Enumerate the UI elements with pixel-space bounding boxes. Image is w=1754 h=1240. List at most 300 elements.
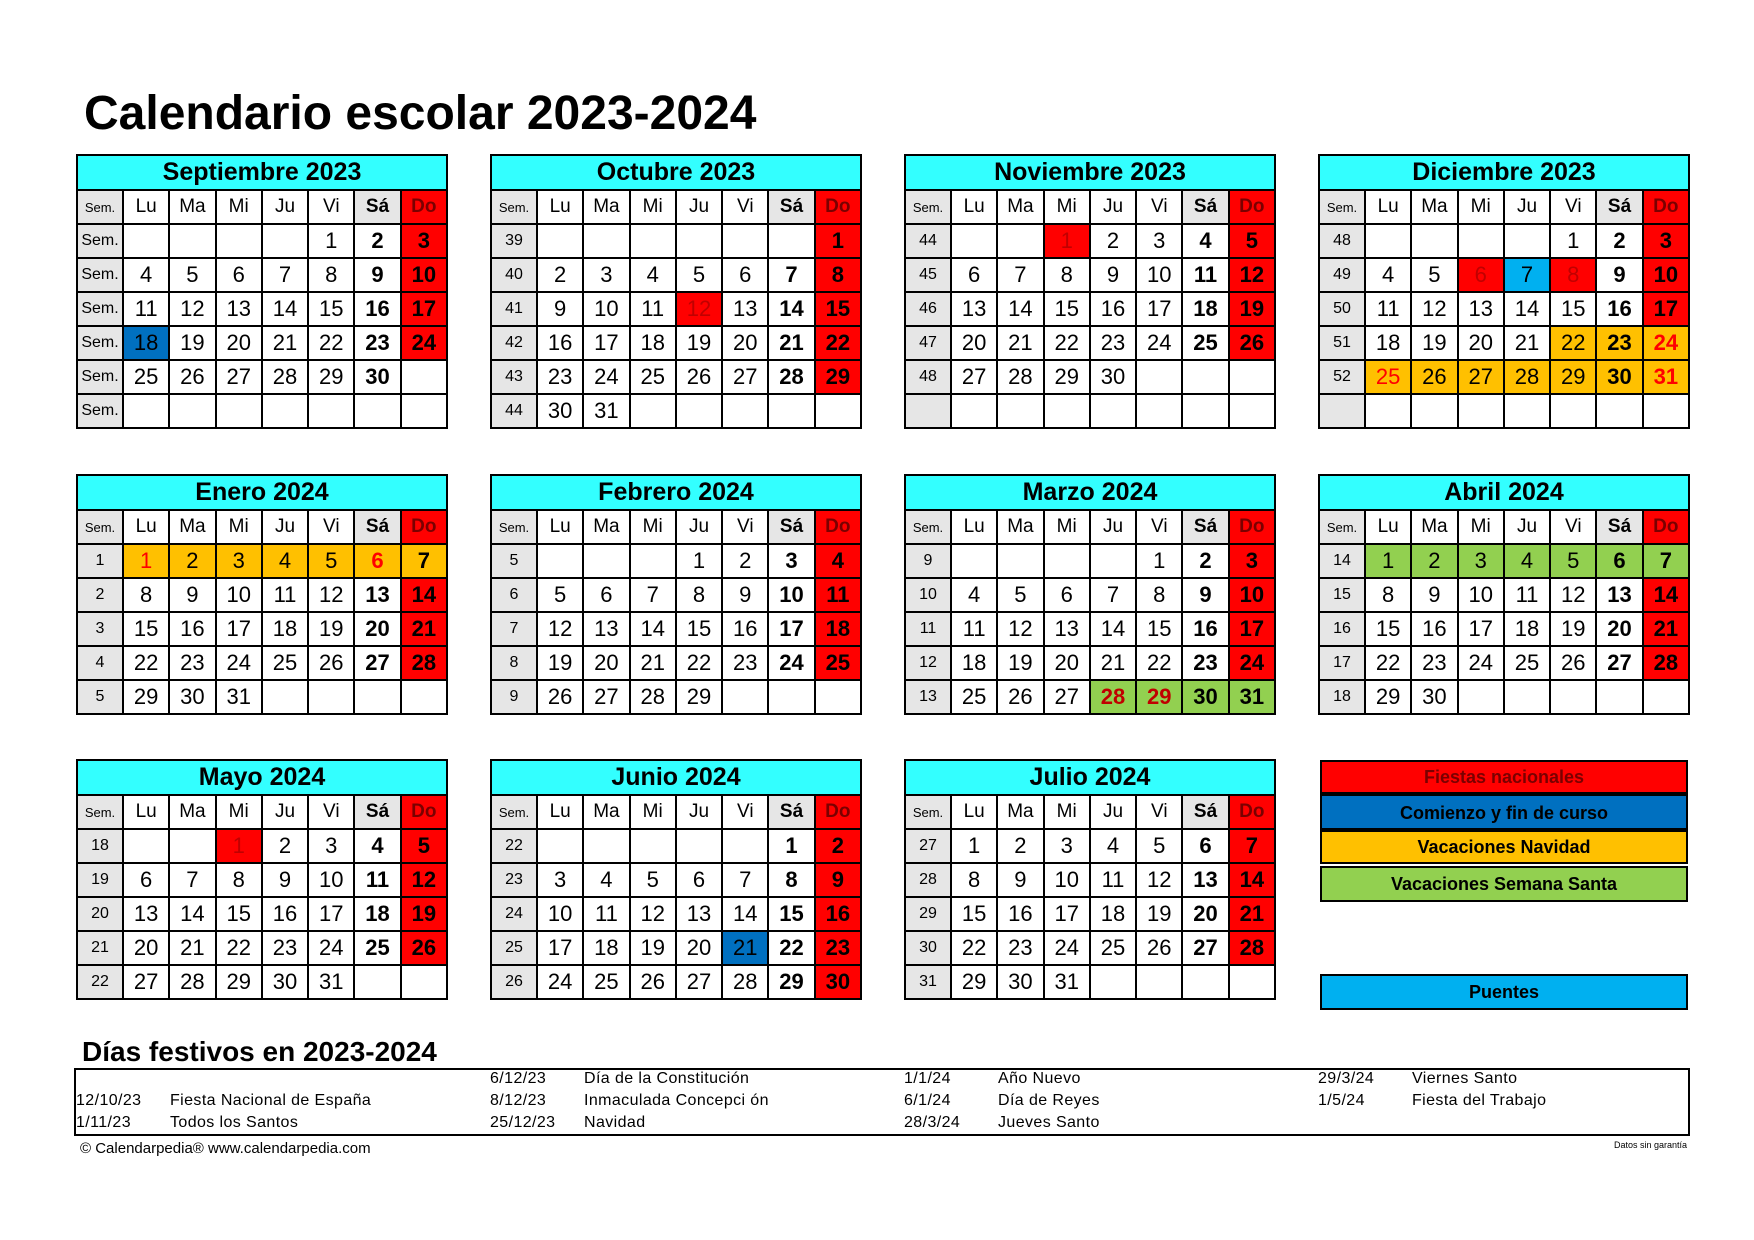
- day-cell: 25: [630, 360, 676, 394]
- day-cell: 23: [722, 646, 768, 680]
- week-number: 24: [491, 897, 537, 931]
- day-cell: [1458, 224, 1504, 258]
- day-cell: [1458, 680, 1504, 714]
- day-cell: [722, 829, 768, 863]
- day-cell: [537, 224, 583, 258]
- day-cell: 29: [951, 965, 997, 999]
- day-cell: 9: [354, 258, 400, 292]
- day-cell: 26: [1229, 326, 1275, 360]
- day-cell: 16: [997, 897, 1043, 931]
- day-header: Mi: [216, 795, 262, 829]
- day-cell: 19: [537, 646, 583, 680]
- day-cell: 11: [1365, 292, 1411, 326]
- day-cell: 24: [1136, 326, 1182, 360]
- day-cell: 27: [1182, 931, 1228, 965]
- holiday-entry: [1318, 1092, 1546, 1110]
- holiday-name: Todos los Santos: [170, 1114, 299, 1131]
- day-cell: 1: [768, 829, 814, 863]
- day-cell: 19: [169, 326, 215, 360]
- day-cell: 26: [401, 931, 447, 965]
- day-header: Ma: [1411, 510, 1457, 544]
- day-cell: 14: [997, 292, 1043, 326]
- day-cell: 20: [1596, 612, 1642, 646]
- holiday-entry: [76, 1114, 298, 1132]
- day-cell: 13: [1458, 292, 1504, 326]
- day-header: Lu: [537, 510, 583, 544]
- week-number: 11: [905, 612, 951, 646]
- day-cell: 5: [1550, 544, 1596, 578]
- day-cell: 27: [216, 360, 262, 394]
- holiday-name: Viernes Santo: [1412, 1070, 1518, 1087]
- day-header: Sá: [1596, 510, 1642, 544]
- day-cell: 21: [1504, 326, 1550, 360]
- holiday-date: 25/12/23: [490, 1114, 556, 1131]
- day-cell: 1: [676, 544, 722, 578]
- day-cell: 15: [123, 612, 169, 646]
- week-number: 22: [491, 829, 537, 863]
- holiday-name: Fiesta Nacional de España: [170, 1092, 372, 1109]
- day-cell: 2: [1596, 224, 1642, 258]
- day-cell: 19: [1229, 292, 1275, 326]
- week-number: 4: [77, 646, 123, 680]
- day-cell: 13: [1596, 578, 1642, 612]
- day-cell: 22: [1550, 326, 1596, 360]
- day-cell: 30: [1411, 680, 1457, 714]
- month-name: Julio 2024: [905, 760, 1275, 795]
- week-number: 1: [77, 544, 123, 578]
- day-cell: [1643, 680, 1689, 714]
- day-cell: 3: [1136, 224, 1182, 258]
- day-cell: 25: [1182, 326, 1228, 360]
- month-calendar: [76, 474, 448, 715]
- day-header: Ju: [676, 795, 722, 829]
- day-cell: 24: [308, 931, 354, 965]
- holiday-date: 8/12/23: [490, 1092, 547, 1109]
- day-cell: [1596, 394, 1642, 428]
- day-cell: 22: [308, 326, 354, 360]
- day-cell: 12: [630, 897, 676, 931]
- week-number: 50: [1319, 292, 1365, 326]
- day-cell: 16: [815, 897, 861, 931]
- day-cell: [1136, 394, 1182, 428]
- month-name: Enero 2024: [77, 475, 447, 510]
- day-cell: 4: [815, 544, 861, 578]
- day-cell: 20: [951, 326, 997, 360]
- day-cell: 15: [1550, 292, 1596, 326]
- day-cell: 28: [630, 680, 676, 714]
- week-number: 13: [905, 680, 951, 714]
- day-cell: [997, 224, 1043, 258]
- week-header: Sem.: [77, 795, 123, 829]
- day-cell: 26: [169, 360, 215, 394]
- week-number: [905, 394, 951, 428]
- day-cell: 24: [216, 646, 262, 680]
- day-cell: [169, 394, 215, 428]
- day-cell: 27: [1458, 360, 1504, 394]
- day-cell: [537, 829, 583, 863]
- day-header: Vi: [308, 510, 354, 544]
- day-cell: 4: [354, 829, 400, 863]
- holiday-entry: [490, 1114, 646, 1132]
- week-number: Sem.: [77, 326, 123, 360]
- day-cell: 17: [768, 612, 814, 646]
- day-cell: 28: [262, 360, 308, 394]
- holiday-date: 1/5/24: [1318, 1092, 1365, 1109]
- day-cell: 15: [676, 612, 722, 646]
- holiday-entry: [76, 1092, 371, 1110]
- day-cell: 20: [354, 612, 400, 646]
- day-cell: 31: [1229, 680, 1275, 714]
- day-cell: 8: [951, 863, 997, 897]
- day-cell: 6: [1458, 258, 1504, 292]
- day-cell: 6: [216, 258, 262, 292]
- day-header: Ma: [169, 795, 215, 829]
- week-number: 6: [491, 578, 537, 612]
- holiday-name: Día de la Constitución: [584, 1070, 750, 1087]
- day-cell: 29: [1044, 360, 1090, 394]
- day-cell: 26: [1411, 360, 1457, 394]
- day-header: Sá: [354, 795, 400, 829]
- day-cell: 22: [1365, 646, 1411, 680]
- month-name: Marzo 2024: [905, 475, 1275, 510]
- holiday-entry: [490, 1070, 749, 1088]
- day-cell: 30: [815, 965, 861, 999]
- day-cell: [1550, 680, 1596, 714]
- day-cell: 19: [1136, 897, 1182, 931]
- day-cell: 16: [1596, 292, 1642, 326]
- day-cell: 3: [1044, 829, 1090, 863]
- week-number: 8: [491, 646, 537, 680]
- holiday-entry: [1318, 1114, 1412, 1132]
- day-cell: 25: [262, 646, 308, 680]
- day-header: Mi: [630, 795, 676, 829]
- holiday-date: 6/1/24: [904, 1092, 951, 1109]
- day-cell: 30: [1090, 360, 1136, 394]
- day-header: Do: [1643, 510, 1689, 544]
- day-cell: 25: [951, 680, 997, 714]
- month-calendar: [1318, 474, 1690, 715]
- week-number: 12: [905, 646, 951, 680]
- day-cell: 18: [123, 326, 169, 360]
- holiday-name: Fiesta del Trabajo: [1412, 1092, 1547, 1109]
- holiday-entry: [904, 1092, 1100, 1110]
- day-cell: 15: [1044, 292, 1090, 326]
- month-name: Diciembre 2023: [1319, 155, 1689, 190]
- week-number: 15: [1319, 578, 1365, 612]
- day-cell: 9: [1182, 578, 1228, 612]
- day-cell: 3: [583, 258, 629, 292]
- day-cell: 14: [722, 897, 768, 931]
- day-header: Ma: [1411, 190, 1457, 224]
- day-cell: 13: [1044, 612, 1090, 646]
- day-cell: 1: [815, 224, 861, 258]
- day-cell: 20: [676, 931, 722, 965]
- day-cell: 6: [583, 578, 629, 612]
- week-number: 23: [491, 863, 537, 897]
- day-cell: [123, 829, 169, 863]
- day-cell: 13: [676, 897, 722, 931]
- day-cell: 12: [1550, 578, 1596, 612]
- day-cell: [1365, 394, 1411, 428]
- day-header: Mi: [1044, 510, 1090, 544]
- day-cell: 7: [630, 578, 676, 612]
- day-cell: 10: [1136, 258, 1182, 292]
- day-cell: 8: [768, 863, 814, 897]
- day-header: Do: [815, 510, 861, 544]
- day-cell: 13: [951, 292, 997, 326]
- day-cell: 16: [354, 292, 400, 326]
- day-cell: 21: [262, 326, 308, 360]
- legend-comienzo-fin-curso: Comienzo y fin de curso: [1320, 794, 1688, 830]
- day-cell: 27: [951, 360, 997, 394]
- day-cell: [401, 965, 447, 999]
- day-cell: 6: [722, 258, 768, 292]
- week-number: 5: [491, 544, 537, 578]
- day-cell: 11: [815, 578, 861, 612]
- day-header: Sá: [1182, 795, 1228, 829]
- week-number: 16: [1319, 612, 1365, 646]
- day-cell: 26: [997, 680, 1043, 714]
- week-number: 44: [905, 224, 951, 258]
- day-cell: [1229, 394, 1275, 428]
- day-cell: 25: [815, 646, 861, 680]
- day-header: Do: [815, 795, 861, 829]
- day-cell: 19: [997, 646, 1043, 680]
- day-cell: 27: [722, 360, 768, 394]
- page-title: Calendario escolar 2023-2024: [84, 87, 757, 140]
- day-cell: 17: [537, 931, 583, 965]
- day-cell: 4: [262, 544, 308, 578]
- day-cell: 28: [169, 965, 215, 999]
- day-cell: 14: [1229, 863, 1275, 897]
- holiday-date: 28/3/24: [904, 1114, 961, 1131]
- day-cell: 21: [630, 646, 676, 680]
- day-cell: 19: [1411, 326, 1457, 360]
- week-number: 28: [905, 863, 951, 897]
- day-cell: 14: [768, 292, 814, 326]
- day-cell: [997, 394, 1043, 428]
- day-cell: 24: [1044, 931, 1090, 965]
- day-cell: 30: [1596, 360, 1642, 394]
- day-cell: 4: [583, 863, 629, 897]
- day-cell: [1504, 394, 1550, 428]
- day-header: Do: [401, 510, 447, 544]
- day-header: Sá: [768, 190, 814, 224]
- week-number: 2: [77, 578, 123, 612]
- day-header: Ju: [262, 795, 308, 829]
- day-header: Sá: [768, 510, 814, 544]
- day-cell: 30: [537, 394, 583, 428]
- day-header: Lu: [123, 510, 169, 544]
- day-header: Vi: [308, 190, 354, 224]
- day-cell: 1: [1365, 544, 1411, 578]
- day-header: Lu: [537, 795, 583, 829]
- day-cell: 1: [308, 224, 354, 258]
- week-header: Sem.: [491, 190, 537, 224]
- week-number: 5: [77, 680, 123, 714]
- day-header: Do: [1229, 795, 1275, 829]
- day-cell: 29: [1550, 360, 1596, 394]
- day-cell: 19: [630, 931, 676, 965]
- week-number: 18: [1319, 680, 1365, 714]
- day-cell: 6: [1182, 829, 1228, 863]
- day-cell: 20: [1182, 897, 1228, 931]
- holiday-name: Día de Reyes: [998, 1092, 1100, 1109]
- day-cell: [768, 680, 814, 714]
- day-cell: 23: [354, 326, 400, 360]
- day-cell: 15: [768, 897, 814, 931]
- week-number: 44: [491, 394, 537, 428]
- day-cell: 13: [216, 292, 262, 326]
- day-cell: 23: [1411, 646, 1457, 680]
- day-cell: 2: [815, 829, 861, 863]
- day-cell: 29: [1136, 680, 1182, 714]
- day-cell: 23: [537, 360, 583, 394]
- day-cell: [583, 224, 629, 258]
- day-cell: 2: [997, 829, 1043, 863]
- day-cell: 23: [1596, 326, 1642, 360]
- day-header: Mi: [630, 510, 676, 544]
- day-cell: 16: [1182, 612, 1228, 646]
- day-cell: 21: [1229, 897, 1275, 931]
- day-cell: 9: [1090, 258, 1136, 292]
- day-cell: [722, 680, 768, 714]
- day-cell: 28: [1229, 931, 1275, 965]
- day-header: Ma: [997, 190, 1043, 224]
- day-cell: 18: [815, 612, 861, 646]
- day-cell: 12: [997, 612, 1043, 646]
- week-number: 31: [905, 965, 951, 999]
- week-header: Sem.: [491, 510, 537, 544]
- day-cell: [308, 394, 354, 428]
- day-header: Ju: [1504, 190, 1550, 224]
- day-cell: 14: [630, 612, 676, 646]
- day-cell: 13: [354, 578, 400, 612]
- holiday-date: 12/10/23: [76, 1092, 142, 1109]
- day-header: Lu: [1365, 510, 1411, 544]
- day-cell: 20: [583, 646, 629, 680]
- day-cell: 28: [768, 360, 814, 394]
- month-calendar: [490, 474, 862, 715]
- day-cell: 6: [1044, 578, 1090, 612]
- holiday-name: Jueves Santo: [998, 1114, 1100, 1131]
- legend-puentes: Puentes: [1320, 974, 1688, 1010]
- day-cell: 8: [216, 863, 262, 897]
- day-cell: 2: [169, 544, 215, 578]
- day-cell: 22: [123, 646, 169, 680]
- day-cell: 23: [1090, 326, 1136, 360]
- holiday-date: 6/12/23: [490, 1070, 547, 1087]
- day-cell: 13: [583, 612, 629, 646]
- day-cell: 28: [1090, 680, 1136, 714]
- day-cell: 14: [1090, 612, 1136, 646]
- day-cell: 10: [308, 863, 354, 897]
- day-cell: 18: [951, 646, 997, 680]
- day-cell: 15: [216, 897, 262, 931]
- month-calendar: [490, 154, 862, 429]
- day-cell: 17: [216, 612, 262, 646]
- day-cell: [1090, 965, 1136, 999]
- week-number: Sem.: [77, 258, 123, 292]
- day-cell: [1411, 394, 1457, 428]
- day-cell: [676, 829, 722, 863]
- day-cell: 17: [1643, 292, 1689, 326]
- day-cell: 8: [815, 258, 861, 292]
- day-header: Sá: [354, 510, 400, 544]
- day-cell: 7: [722, 863, 768, 897]
- day-cell: [216, 394, 262, 428]
- copyright-notice: © Calendarpedia® www.calendarpedia.com: [80, 1140, 371, 1157]
- month-name: Mayo 2024: [77, 760, 447, 795]
- month-calendar: [904, 759, 1276, 1000]
- day-header: Vi: [1136, 190, 1182, 224]
- week-number: 19: [77, 863, 123, 897]
- day-header: Ma: [997, 510, 1043, 544]
- day-cell: 10: [1643, 258, 1689, 292]
- day-cell: 15: [815, 292, 861, 326]
- day-cell: 3: [308, 829, 354, 863]
- week-number: 29: [905, 897, 951, 931]
- day-cell: 7: [768, 258, 814, 292]
- month-name: Septiembre 2023: [77, 155, 447, 190]
- week-number: 21: [77, 931, 123, 965]
- day-cell: [1044, 394, 1090, 428]
- day-cell: [308, 680, 354, 714]
- day-cell: 22: [676, 646, 722, 680]
- day-cell: [583, 829, 629, 863]
- week-number: 40: [491, 258, 537, 292]
- day-cell: 25: [1504, 646, 1550, 680]
- week-header: Sem.: [1319, 510, 1365, 544]
- day-cell: 16: [1411, 612, 1457, 646]
- day-cell: 2: [1411, 544, 1457, 578]
- disclaimer: Datos sin garantía: [1614, 1140, 1688, 1150]
- month-calendar: [904, 154, 1276, 429]
- day-cell: 22: [1044, 326, 1090, 360]
- day-cell: [354, 680, 400, 714]
- holiday-date: 1/11/23: [76, 1114, 131, 1131]
- month-name: Noviembre 2023: [905, 155, 1275, 190]
- day-cell: 18: [1182, 292, 1228, 326]
- day-cell: [262, 394, 308, 428]
- month-calendar: [490, 759, 862, 1000]
- day-cell: 23: [815, 931, 861, 965]
- day-header: Do: [1229, 190, 1275, 224]
- holidays-box: [74, 1068, 1690, 1136]
- day-header: Vi: [1136, 510, 1182, 544]
- day-cell: [169, 224, 215, 258]
- day-cell: 22: [951, 931, 997, 965]
- day-cell: [676, 394, 722, 428]
- day-cell: [354, 394, 400, 428]
- day-cell: [1182, 965, 1228, 999]
- day-cell: 15: [308, 292, 354, 326]
- day-cell: 6: [354, 544, 400, 578]
- day-header: Lu: [951, 795, 997, 829]
- day-cell: [216, 224, 262, 258]
- day-cell: 7: [1504, 258, 1550, 292]
- day-cell: [401, 360, 447, 394]
- day-header: Lu: [537, 190, 583, 224]
- day-header: Ju: [676, 190, 722, 224]
- day-header: Ju: [1090, 510, 1136, 544]
- day-header: Sá: [1182, 190, 1228, 224]
- week-number: Sem.: [77, 292, 123, 326]
- day-cell: 5: [1229, 224, 1275, 258]
- day-cell: [951, 224, 997, 258]
- week-number: 9: [491, 680, 537, 714]
- day-cell: [768, 394, 814, 428]
